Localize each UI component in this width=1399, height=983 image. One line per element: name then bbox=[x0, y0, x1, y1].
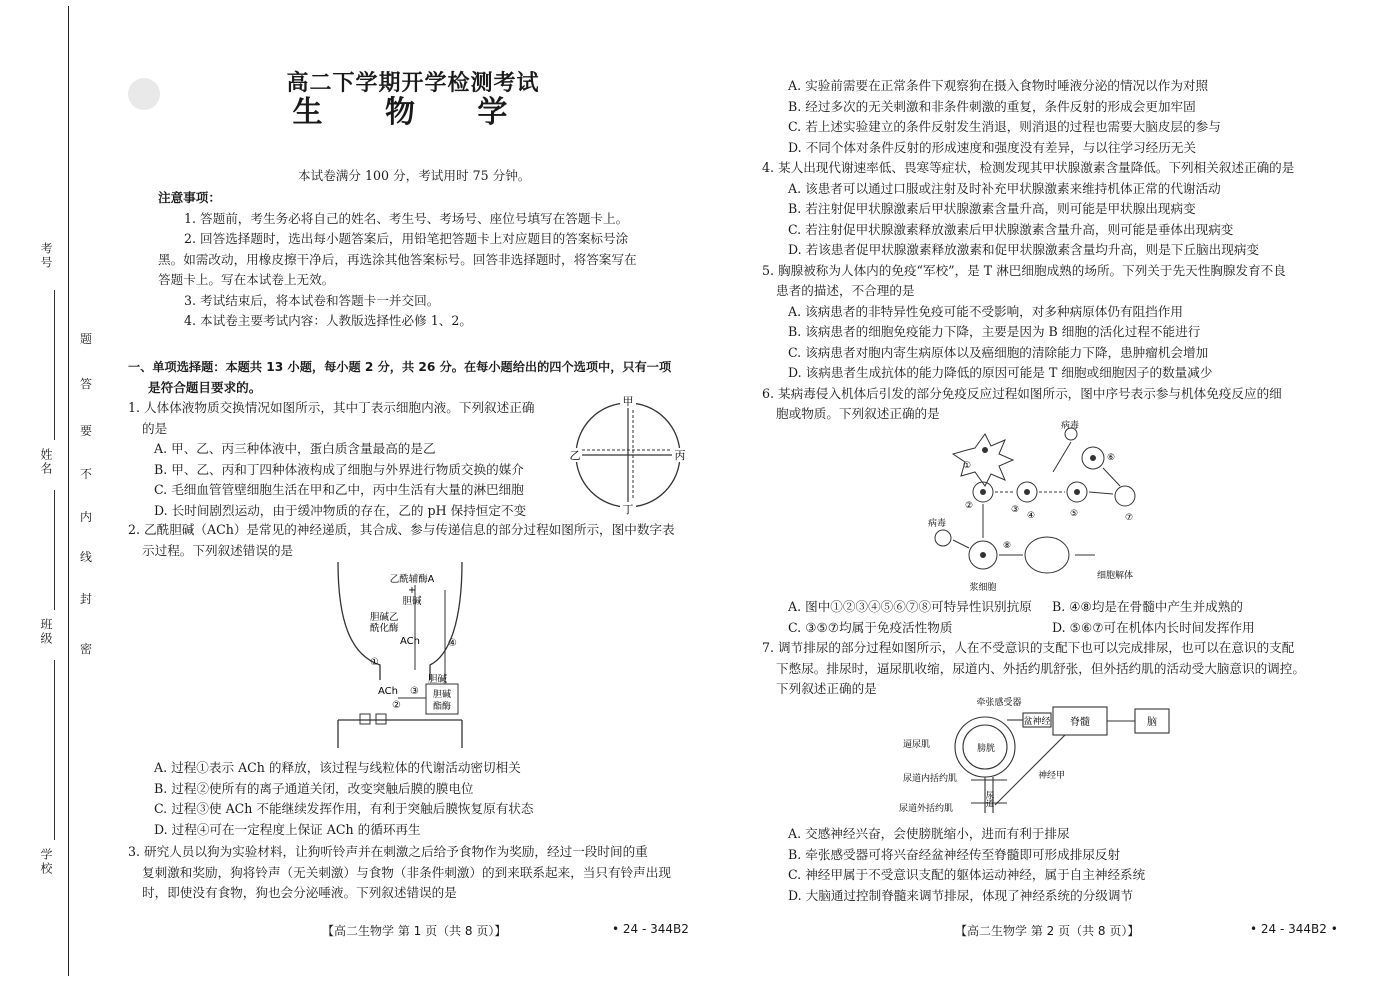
page-2-code: • 24 - 344B2 • bbox=[1250, 922, 1338, 936]
q1-label-yi: 乙 bbox=[569, 449, 581, 462]
q1-option-c: C. 毛细血管管壁细胞生活在甲和乙中，丙中生活有大量的淋巴细胞 bbox=[154, 482, 524, 497]
q6-stem: 6. 某病毒侵入机体后引发的部分免疫反应过程如图所示，图中序号表示参与机体免疫反应的细 bbox=[762, 385, 1282, 401]
q7-option-c: C. 神经甲属于不受意识支配的躯体运动神经，属于自主神经系统 bbox=[788, 867, 1146, 882]
q5-stem: 患者的描述，不合理的是 bbox=[776, 283, 915, 298]
q6-option-a: A. 图中①②③④⑤⑥⑦⑧可特异性识别抗原 bbox=[788, 599, 1032, 614]
q6-label-5: ⑤ bbox=[1070, 509, 1079, 519]
q6-option-b: B. ④⑧均是在骨髓中产生并成熟的 bbox=[1052, 599, 1243, 614]
q2-label-2: ② bbox=[392, 700, 401, 711]
q6-label-virus: 病毒 bbox=[927, 519, 947, 529]
q4-option-d: D. 若该患者促甲状腺激素释放激素和促甲状腺激素含量均升高，则是下丘脑出现病变 bbox=[788, 242, 1260, 257]
notice-item: 答题卡上。写在本试卷上无效。 bbox=[158, 272, 335, 287]
subject-title: 生 物 学 bbox=[292, 94, 534, 130]
q6-options bbox=[762, 597, 1362, 700]
q4-option-c: C. 若注射促甲状腺激素释放激素后甲状腺激素含量升高，则可能是垂体出现病变 bbox=[788, 221, 1234, 237]
q7-stem: 7. 调节排尿的部分过程如图所示，人在不受意识的支配下也可以完成排尿，也可以在意识的支配 bbox=[762, 640, 1295, 655]
q2-synapse-diagram bbox=[330, 560, 480, 750]
binding-margin bbox=[0, 0, 112, 983]
q2-label-plus: + bbox=[408, 585, 416, 596]
q2-label-choline2: 胆碱 bbox=[428, 674, 448, 685]
q6-label-8: ⑧ bbox=[1003, 541, 1012, 551]
exam-number-label: 考号 bbox=[39, 242, 53, 270]
q1-label-jia: 甲 bbox=[622, 395, 634, 408]
q5-option-c: C. 该病患者对胞内寄生病原体以及癌细胞的清除能力下降，患肿瘤机会增加 bbox=[788, 344, 1209, 360]
q5-option-a: A. 该病患者的非特异性免疫可能不受影响，对多种病原体仍有阻挡作用 bbox=[788, 303, 1183, 319]
notices-block bbox=[158, 188, 698, 332]
q2-label-enzyme: 胆碱乙 bbox=[370, 612, 399, 623]
q1-stem: 的是 bbox=[142, 420, 168, 436]
q7-options bbox=[762, 824, 1362, 906]
q7-label-pelvic: 盆神经 bbox=[1023, 717, 1051, 727]
q7-label-urethra: 尿道 bbox=[984, 790, 994, 808]
q2-option-b: B. 过程②使所有的离子通道关闭，改变突触后膜的膜电位 bbox=[154, 780, 474, 796]
q7-stem: 下憋尿。排尿时，逼尿肌收缩，尿道内、外括约肌舒张，但外括约肌的活动受大脑意识的调控。 bbox=[776, 660, 1305, 676]
page-1-code: • 24 - 344B2 bbox=[612, 922, 689, 936]
score-info: 本试卷满分 100 分，考试用时 75 分钟。 bbox=[298, 168, 531, 183]
q7-label-nerve-a: 神经甲 bbox=[1038, 771, 1066, 781]
q6-label-lysis: 细胞解体 bbox=[1097, 571, 1134, 581]
q7-option-b: B. 牵张感受器可将兴奋经盆神经传至脊髓即可形成排尿反射 bbox=[788, 846, 1121, 862]
seal-char: 内 bbox=[80, 510, 93, 524]
question-3 bbox=[128, 842, 698, 904]
notice-item: 3. 考试结束后，将本试卷和答题卡一并交回。 bbox=[184, 292, 440, 308]
q3-option-b: B. 经过多次的无关刺激和非条件刺激的重复，条件反射的形成会更加牢固 bbox=[788, 98, 1196, 114]
q3-stem: 时，即使没有食物，狗也会分泌唾液。下列叙述错误的是 bbox=[142, 885, 457, 900]
question-2-options bbox=[128, 758, 698, 840]
q7-label-detrusor: 逼尿肌 bbox=[903, 740, 931, 750]
q7-label-spinal: 脊髓 bbox=[1070, 717, 1090, 728]
notice-heading: 注意事项： bbox=[158, 190, 221, 205]
question-1 bbox=[128, 398, 578, 521]
q6-label-2: ② bbox=[965, 501, 974, 511]
q6-stem: 胞或物质。下列叙述正确的是 bbox=[776, 406, 940, 421]
q6-immune-diagram bbox=[925, 420, 1175, 595]
name-blank bbox=[54, 490, 55, 610]
q6-label-6: ⑥ bbox=[1107, 453, 1116, 463]
q2-stem: 2. 乙酰胆碱（ACh）是常见的神经递质，其合成、参与传递信息的部分过程如图所示，图中数字表 bbox=[128, 522, 675, 537]
q1-option-a: A. 甲、乙、丙三种体液中，蛋白质含量最高的是乙 bbox=[154, 441, 436, 456]
q5-option-b: B. 该病患者的细胞免疫能力下降，主要是因为 B 细胞的活化过程不能进行 bbox=[788, 324, 1201, 339]
q3-option-a: A. 实验前需要在正常条件下观察狗在摄入食物时唾液分泌的情况以作为对照 bbox=[788, 78, 1209, 93]
q2-option-d: D. 过程④可在一定程度上保证 ACh 的循环再生 bbox=[154, 821, 421, 837]
class-blank bbox=[54, 660, 55, 840]
q2-label-enzyme: 酰化酶 bbox=[370, 623, 399, 634]
seal-char: 题 bbox=[80, 332, 93, 346]
q6-label-4: ④ bbox=[1027, 511, 1036, 521]
q5-option-d: D. 该病患者生成抗体的能力降低的原因可能是 T 细胞或细胞因子的数量减少 bbox=[788, 365, 1213, 380]
q1-label-ding: 丁 bbox=[622, 503, 634, 516]
page-1 bbox=[128, 71, 698, 130]
q3-stem: 复刺激和奖励，狗将铃声（无关刺激）与食物（非条件刺激）的到来联系起来，当只有铃声出现 bbox=[142, 864, 671, 880]
q7-label-stretch: 牵张感受器 bbox=[976, 698, 1022, 708]
page-1-footer: 【高二生物学 第 1 页（共 8 页）】 bbox=[322, 924, 507, 938]
notice-item: 黑。如需改动，用橡皮擦干净后，再选涂其他答案标号。回答非选择题时，将答案写在 bbox=[158, 251, 637, 267]
q7-label-inner: 尿道内括约肌 bbox=[903, 774, 958, 784]
q2-label-ach: ACh bbox=[400, 636, 420, 647]
q2-stem: 示过程。下列叙述错误的是 bbox=[142, 542, 294, 558]
q4-stem: 4. 某人出现代谢速率低、畏寒等症状，检测发现其甲状腺激素含量降低。下列相关叙述正确的是 bbox=[762, 160, 1295, 175]
q7-label-brain: 脑 bbox=[1147, 717, 1157, 728]
q2-label-4: ④ bbox=[448, 638, 457, 649]
q2-label-3: ③ bbox=[410, 686, 419, 697]
section-heading-line: 一、单项选择题：本题共 13 小题，每小题 2 分，共 26 分。在每小题给出的四个选项中，只有一项 bbox=[128, 360, 672, 374]
q1-option-b: B. 甲、乙、丙和丁四种体液构成了细胞与外界进行物质交换的媒介 bbox=[154, 461, 524, 477]
class-label: 班级 bbox=[39, 618, 53, 646]
q1-body-fluid-diagram bbox=[568, 392, 688, 518]
q2-option-a: A. 过程①表示 ACh 的释放，该过程与线粒体的代谢活动密切相关 bbox=[154, 760, 521, 775]
q7-label-bladder: 膀胱 bbox=[976, 744, 996, 754]
seal-char: 线 bbox=[80, 550, 93, 564]
q6-option-c: C. ③⑤⑦均属于免疫活性物质 bbox=[788, 619, 953, 635]
q1-option-d: D. 长时间剧烈运动，由于缓冲物质的存在，乙的 pH 保持恒定不变 bbox=[154, 502, 527, 518]
seal-char: 答 bbox=[80, 377, 93, 391]
q2-label-ache: 胆碱 bbox=[432, 690, 452, 700]
notice-item: 1. 答题前，考生务必将自己的姓名、考生号、考场号、座位号填写在答题卡上。 bbox=[184, 210, 629, 226]
section-heading-line: 是符合题目要求的。 bbox=[148, 379, 262, 395]
q7-urination-diagram bbox=[895, 695, 1170, 820]
seal-char: 不 bbox=[80, 467, 93, 481]
notice-item: 2. 回答选择题时，选出每小题答案后，用铅笔把答题卡上对应题目的答案标号涂 bbox=[184, 231, 629, 246]
q7-label-outer: 尿道外括约肌 bbox=[899, 804, 954, 814]
q2-label-1: ① bbox=[370, 657, 379, 668]
q3-option-d: D. 不同个体对条件反射的形成速度和强度没有差异，与以往学习经历无关 bbox=[788, 139, 1197, 155]
q7-stem: 下列叙述正确的是 bbox=[776, 681, 877, 696]
seal-char: 要 bbox=[80, 424, 93, 438]
seal-char: 封 bbox=[80, 592, 93, 606]
q6-label-virus: 病毒 bbox=[1060, 421, 1080, 431]
q3-options bbox=[762, 76, 1362, 425]
name-label: 姓名 bbox=[39, 448, 53, 476]
q1-stem: 1. 人体体液物质交换情况如图所示，其中丁表示细胞内液。下列叙述正确 bbox=[128, 400, 535, 415]
question-2 bbox=[128, 520, 698, 561]
q1-label-bing: 丙 bbox=[674, 449, 686, 462]
q3-stem: 3. 研究人员以狗为实验材料，让狗听铃声并在刺激之后给予食物作为奖励，经过一段时间的重 bbox=[128, 844, 648, 859]
q6-label-3: ③ bbox=[1011, 505, 1020, 515]
page-2-footer: 【高二生物学 第 2 页（共 8 页）】 bbox=[955, 924, 1140, 938]
exam-title: 高二下学期开学检测考试 bbox=[286, 71, 540, 96]
q2-label-ach2: ACh bbox=[378, 686, 398, 697]
q6-option-d: D. ⑤⑥⑦可在机体内长时间发挥作用 bbox=[1052, 619, 1255, 635]
q6-label-1: ① bbox=[963, 461, 972, 471]
q3-option-c: C. 若上述实验建立的条件反射发生消退，则消退的过程也需要大脑皮层的参与 bbox=[788, 119, 1221, 134]
q5-stem: 5. 胸腺被称为人体内的免疫“军校”，是 T 淋巴细胞成熟的场所。下列关于先天性胸腺发育不良 bbox=[762, 262, 1286, 278]
school-label: 学校 bbox=[39, 848, 53, 876]
q4-option-b: B. 若注射促甲状腺激素后甲状腺激素含量升高，则可能是甲状腺出现病变 bbox=[788, 201, 1196, 216]
q2-label-acetyl-coa: 乙酰辅酶A bbox=[389, 574, 435, 585]
q7-option-d: D. 大脑通过控制脊髓来调节排尿，体现了神经系统的分级调节 bbox=[788, 887, 1134, 903]
q2-label-choline: 胆碱 bbox=[402, 596, 422, 607]
q7-option-a: A. 交感神经兴奋，会使膀胱缩小，进而有利于排尿 bbox=[788, 826, 1070, 841]
q6-label-7: ⑦ bbox=[1125, 513, 1134, 523]
notice-item: 4. 本试卷主要考试内容：人教版选择性必修 1、2。 bbox=[184, 313, 472, 328]
exam-number-blank bbox=[54, 290, 55, 440]
q2-option-c: C. 过程③使 ACh 不能继续发挥作用，有利于突触后膜恢复原有状态 bbox=[154, 801, 534, 816]
binding-line bbox=[68, 6, 69, 976]
q6-label-plasma: 浆细胞 bbox=[969, 583, 997, 593]
seal-char: 密 bbox=[80, 642, 93, 656]
q2-label-ache: 酯酶 bbox=[432, 702, 452, 712]
q4-option-a: A. 该患者可以通过口服或注射及时补充甲状腺激素来维持机体正常的代谢活动 bbox=[788, 180, 1221, 196]
